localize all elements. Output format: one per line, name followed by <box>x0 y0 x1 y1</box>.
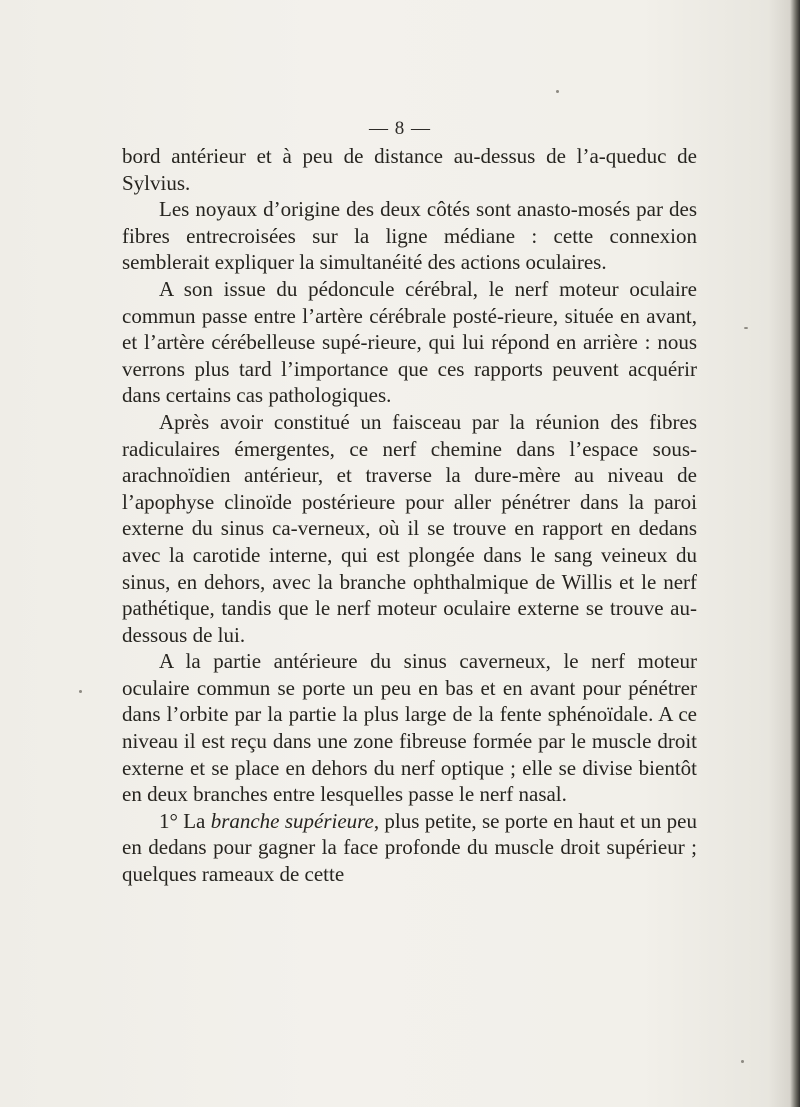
paragraph-orbite: A la partie antérieure du sinus caverneux, le nerf moteur oculaire commun se porte un peu en bas et en avant pour pénétrer dans l’orbite par la partie la plus large de la fente sphénoïdale. A ce niveau il est reçu dans une zone fibreuse formée par le muscle droit externe et se place en dehors du nerf optique ; elle se divise bientôt en deux branches entre lesquelles passe le nerf nasal. <box>122 649 697 807</box>
paragraph-noyaux: Les noyaux d’origine des deux côtés sont anasto-mosés par des fibres entrecroisées sur la ligne médiane : cette connexion semblerait expliquer la simultanéité des actions oculaires. <box>122 197 697 275</box>
page-edge-shadow <box>790 0 800 1107</box>
paragraph-prefix: 1° La <box>159 808 211 833</box>
paragraph-branche-superieure <box>122 808 697 888</box>
paragraph-issue-pedoncule: A son issue du pédoncule cérébral, le nerf moteur oculaire commun passe entre l’artère cérébrale posté-rieure, située en avant, et l’artère cérébelleuse supé-rieure, qui lui répond en arrière : nous verrons plus tard l’importance que ces rapports peuvent acquérir dans certains cas pathologiques. <box>122 276 697 408</box>
page-number: — 8 — <box>369 118 431 139</box>
paper-speck <box>744 327 748 329</box>
italic-term: branche supérieure <box>210 808 374 833</box>
paper-speck <box>741 1060 744 1063</box>
body-text <box>122 143 697 888</box>
paragraph-suffix: , plus petite, se porte en haut et un peu en dedans pour gagner la face profonde du muscle droit supérieur ; quelques rameaux de cette <box>122 808 697 887</box>
paragraph-continuation: bord antérieur et à peu de distance au-dessus de l’a-queduc de Sylvius. <box>122 144 697 195</box>
paper-speck <box>79 690 82 693</box>
paragraph-trajet-sinus: Après avoir constitué un faisceau par la réunion des fibres radiculaires émergentes, ce nerf chemine dans l’espace sous-arachnoïdien antérieur, et traverse la dure-mère au niveau de l’apophyse clinoïde postérieure pour aller pénétrer dans la paroi externe du sinus ca-verneux, où il se trouve en rapport en dedans avec la carotide interne, qui est plongée dans le sang veineux du sinus, en dehors, avec la branche ophthalmique de Willis et le nerf pathétique, tandis que le nerf moteur oculaire externe se trouve au-dessous de lui. <box>122 409 697 647</box>
paper-speck <box>556 90 559 93</box>
